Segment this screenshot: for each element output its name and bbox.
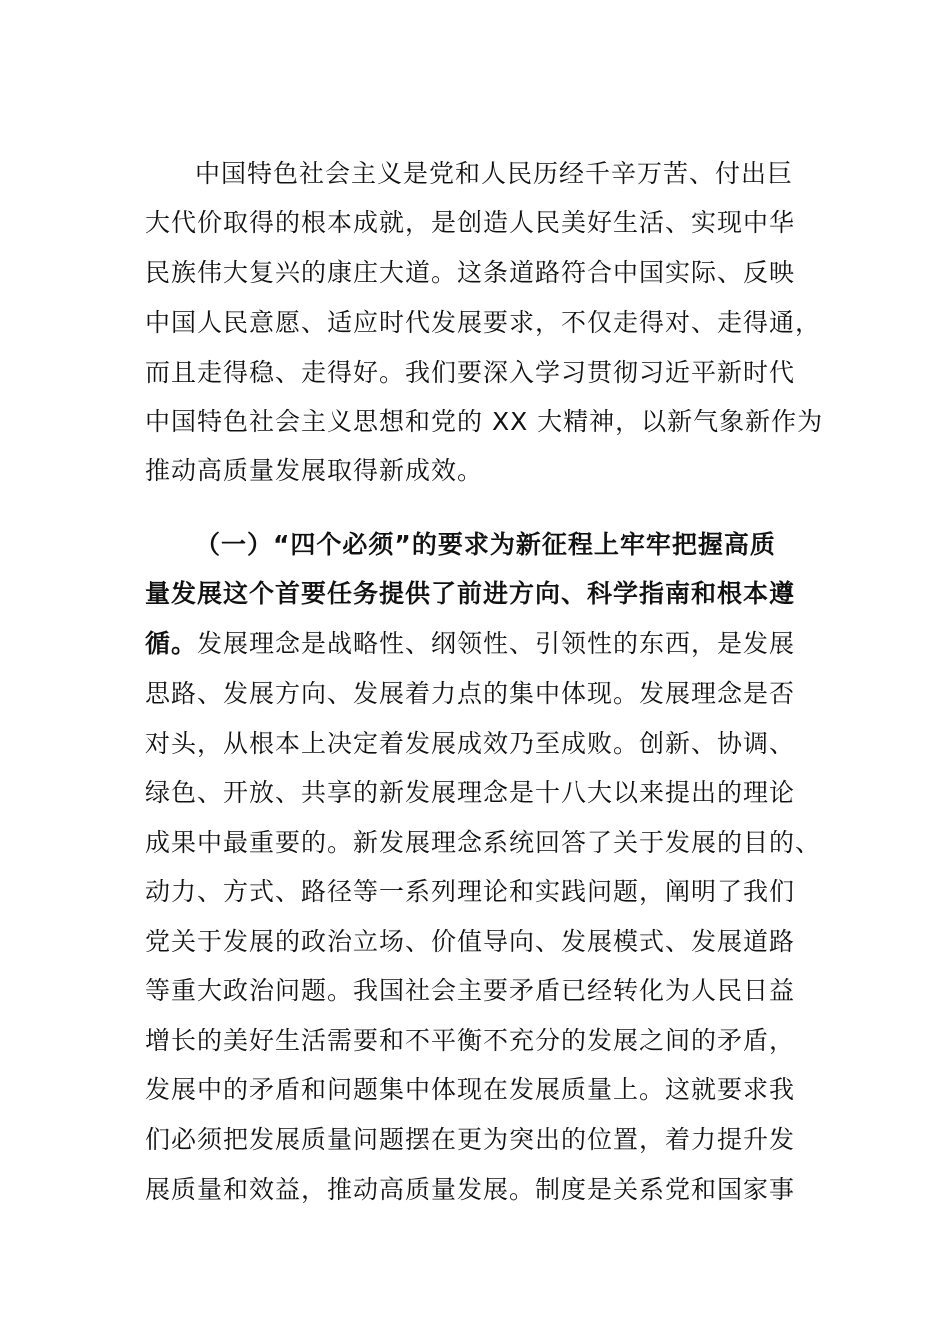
text-line: 对头，从根本上决定着发展成效乃至成败。创新、协调、 xyxy=(145,729,796,758)
text-span: 发展理念是战略性、纲领性、引领性的东西，是发展 xyxy=(197,629,796,658)
text-line xyxy=(145,625,825,663)
section-heading-line: （一）“四个必须”的要求为新征程上牢牢把握高质 xyxy=(195,530,776,559)
text-line: 思路、发展方向、发展着力点的集中体现。发展理念是否 xyxy=(145,679,796,708)
section-heading-end: 循。 xyxy=(145,629,198,658)
section-heading-line: 量发展这个首要任务提供了前进方向、科学指南和根本遵 xyxy=(145,579,796,608)
text-line: 大代价取得的根本成就，是创造人民美好生活、实现中华 xyxy=(145,208,796,237)
text-line: 们必须把发展质量问题摆在更为突出的位置，着力提升发 xyxy=(145,1125,796,1154)
text-line: 中国特色社会主义思想和党的 XX 大精神，以新气象新作为 xyxy=(145,407,824,436)
text-line: 绿色、开放、共享的新发展理念是十八大以来提出的理论 xyxy=(145,778,796,807)
text-line: 动力、方式、路径等一系列理论和实践问题，阐明了我们 xyxy=(145,877,796,906)
text-line: 发展中的矛盾和问题集中体现在发展质量上。这就要求我 xyxy=(145,1075,796,1104)
text-line: 成果中最重要的。新发展理念系统回答了关于发展的目的、 xyxy=(145,828,822,857)
text-line: 中国人民意愿、适应时代发展要求，不仅走得对、走得通， xyxy=(145,308,822,337)
text-line: 中国特色社会主义是党和人民历经千辛万苦、付出巨 xyxy=(195,159,794,188)
text-line: 而且走得稳、走得好。我们要深入学习贯彻习近平新时代 xyxy=(145,358,796,387)
text-line: 党关于发展的政治立场、价值导向、发展模式、发展道路 xyxy=(145,927,796,956)
text-line: 等重大政治问题。我国社会主要矛盾已经转化为人民日益 xyxy=(145,976,796,1005)
text-line: 展质量和效益，推动高质量发展。制度是关系党和国家事 xyxy=(145,1175,796,1204)
text-line: 增长的美好生活需要和不平衡不充分的发展之间的矛盾， xyxy=(145,1026,796,1055)
text-line: 民族伟大复兴的康庄大道。这条道路符合中国实际、反映 xyxy=(145,258,796,287)
text-line: 推动高质量发展取得新成效。 xyxy=(145,456,484,485)
